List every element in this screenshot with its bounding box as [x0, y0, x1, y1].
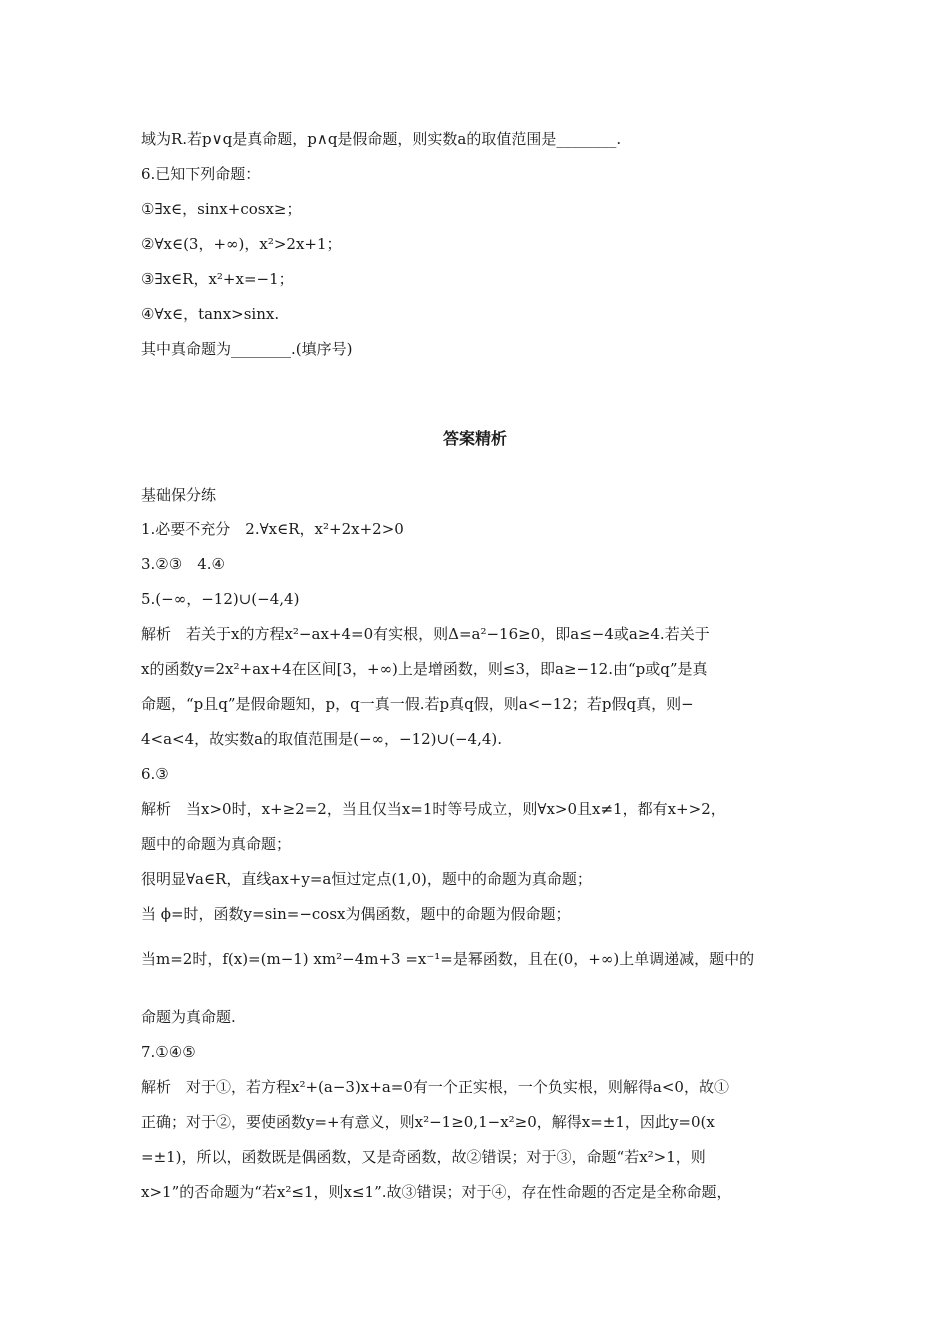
proposition-1: ①∃x∈，sinx+cosx≥；: [141, 200, 302, 218]
answer-line: 6.③: [141, 765, 169, 783]
analysis-line: 解析 当x>0时，x+≥2=2，当且仅当x=1时等号成立，则∀x>0且x≠1，都有x+>2，: [141, 800, 726, 818]
answer-line: 3.②③ 4.④: [141, 555, 225, 573]
analysis-line: 正确；对于②，要使函数y=+有意义，则x²−1≥0,1−x²≥0，解得x=±1，因此y=0(x: [141, 1113, 715, 1131]
analysis-line: 当m=2时，f(x)=(m−1) xm²−4m+3 =x⁻¹=是幂函数，且在(0，+∞)上单调递减，题中的: [141, 950, 755, 968]
proposition-2: ②∀x∈(3，+∞)，x²>2x+1；: [141, 235, 342, 253]
answer-line: 5.(−∞，−12)∪(−4,4): [141, 590, 300, 608]
analysis-line: 当 ϕ=时，函数y=sin=−cosx为偶函数，题中的命题为假命题；: [141, 905, 571, 923]
answer-heading: 答案精析: [442, 429, 507, 448]
proposition-4: ④∀x∈，tanx>sinx.: [141, 305, 280, 323]
analysis-line: x>1”的否命题为“若x²≤1，则x≤1”.故③错误；对于④，存在性命题的否定是全称命题，: [141, 1183, 732, 1201]
analysis-line: 题中的命题为真命题；: [141, 835, 292, 853]
proposition-3: ③∃x∈R，x²+x=−1；: [141, 270, 294, 288]
analysis-line: 命题，“p且q”是假命题知，p，q一真一假.若p真q假，则a<−12；若p假q真，则−: [141, 695, 694, 713]
section-title: 基础保分练: [141, 486, 217, 504]
analysis-line: x的函数y=2x²+ax+4在区间[3，+∞)上是增函数，则≤3，即a≥−12.由“p或q”是真: [141, 660, 708, 678]
question-6: 6.已知下列命题：: [141, 165, 261, 183]
question-6-prompt: 其中真命题为________.(填序号): [141, 340, 353, 358]
analysis-line: 命题为真命题.: [141, 1008, 236, 1026]
analysis-line: 解析 若关于x的方程x²−ax+4=0有实根，则Δ=a²−16≥0，即a≤−4或a≥4.若关于: [141, 625, 710, 643]
analysis-line: 解析 对于①，若方程x²+(a−3)x+a=0有一个正实根，一个负实根，则解得a<0，故①: [141, 1078, 729, 1096]
answer-line: 1.必要不充分 2.∀x∈R，x²+2x+2>0: [141, 520, 404, 538]
analysis-line: 4<a<4，故实数a的取值范围是(−∞，−12)∪(−4,4).: [141, 730, 502, 748]
analysis-line: =±1)，所以，函数既是偶函数，又是奇函数，故②错误；对于③，命题“若x²>1，则: [141, 1148, 706, 1166]
text-line: 域为R.若p∨q是真命题，p∧q是假命题，则实数a的取值范围是________.: [141, 130, 622, 148]
analysis-line: 很明显∀a∈R，直线ax+y=a恒过定点(1,0)，题中的命题为真命题；: [141, 870, 592, 888]
answer-line: 7.①④⑤: [141, 1043, 196, 1061]
